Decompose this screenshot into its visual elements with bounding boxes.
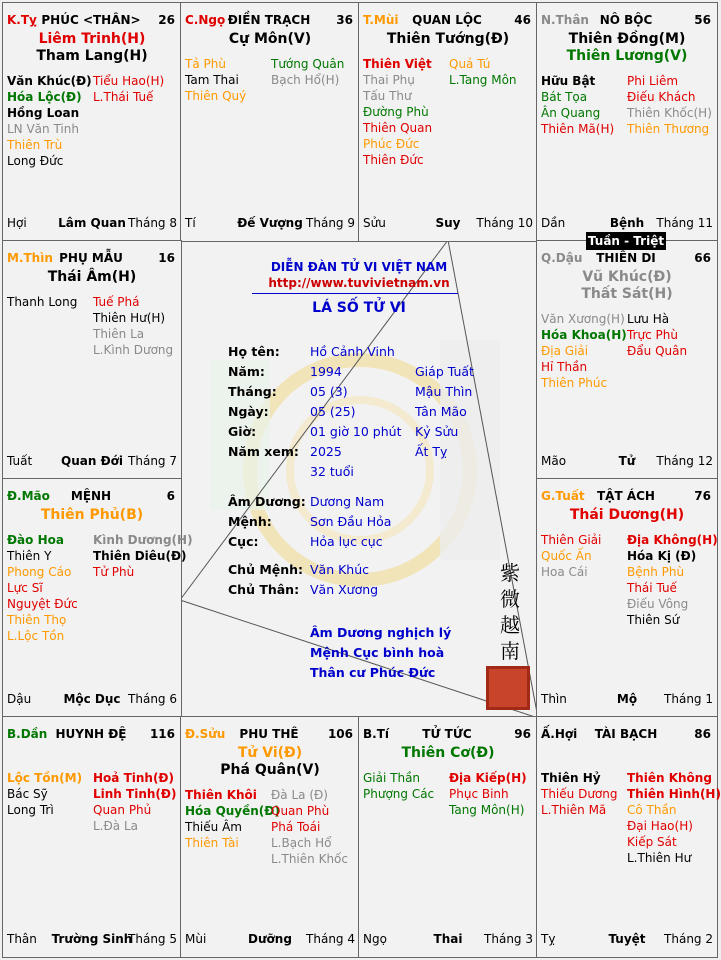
palace-cell-dan[interactable] [2, 716, 182, 958]
info-label: Chủ Mệnh: [228, 562, 304, 577]
month-label: Tháng 12 [656, 454, 713, 468]
stem-branch: B.Tí [363, 727, 390, 741]
branch-label: Tỵ [541, 932, 556, 946]
info-label: Năm: [228, 364, 265, 379]
palace-cell-tuat[interactable] [536, 478, 718, 718]
info-value: Dương Nam [310, 494, 385, 509]
main-star: Liêm Trinh(H) [38, 31, 146, 47]
minor-star: Tiểu Hao(H) [93, 74, 165, 88]
palace-name: PHÚC <THÂN> [41, 13, 141, 27]
branch-label: Dần [541, 216, 566, 230]
age-number: 6 [166, 489, 175, 503]
note: Mệnh Cục bình hoà [310, 645, 445, 660]
palace-name: MỆNH [70, 489, 112, 503]
life-stage: Bệnh [609, 216, 645, 230]
seal-text: 紫 微 越 南 [500, 561, 520, 663]
minor-star: Thái Tuế [627, 581, 677, 595]
main-star: Thiên Đồng(M) [568, 31, 686, 47]
minor-star: Tướng Quân [271, 57, 345, 71]
age-number: 56 [694, 13, 711, 27]
month-label: Tháng 4 [306, 932, 355, 946]
palace-name: PHU THÊ [239, 727, 299, 741]
palace-cell-mui[interactable] [358, 2, 538, 242]
palace-cell-suu[interactable] [180, 716, 360, 958]
info-label: Giờ: [228, 424, 257, 439]
stem-branch: G.Tuất [541, 489, 585, 503]
life-stage: Lâm Quan [58, 216, 126, 230]
main-star: Thất Sát(H) [581, 286, 673, 302]
minor-star: Tam Thai [185, 73, 239, 87]
minor-star: Quan Phủ [93, 803, 152, 817]
stem-branch: Đ.Mão [7, 489, 50, 503]
minor-star: L.Thiên Hư [627, 851, 692, 865]
stem-branch: K.Tỵ [7, 13, 37, 27]
minor-star: Bệnh Phù [627, 565, 685, 579]
month-label: Tháng 7 [128, 454, 177, 468]
palace-name: TÀI BẠCH [594, 727, 658, 741]
minor-star: Nguyệt Đức [7, 597, 78, 611]
minor-star: L.Kình Dương [93, 343, 174, 357]
minor-star: Long Đức [7, 154, 64, 168]
minor-star: Đại Hao(H) [627, 819, 693, 833]
minor-star: Thiên Quý [185, 89, 247, 103]
month-label: Tháng 11 [656, 216, 713, 230]
minor-star: Hóa Quyền(Đ) [185, 804, 280, 818]
branch-label: Hợi [7, 216, 27, 230]
minor-star: Lưu Hà [627, 312, 670, 326]
info-extra: Ất Tỵ [415, 444, 448, 459]
minor-star: Linh Tinh(Đ) [93, 787, 177, 801]
branch-label: Mùi [185, 932, 207, 946]
palace-cell-ty[interactable] [2, 2, 182, 242]
age-number: 86 [694, 727, 711, 741]
info-label: Mệnh: [228, 514, 272, 529]
minor-star: Thiếu Âm [185, 820, 242, 834]
minor-star: Lực Sĩ [7, 581, 43, 595]
info-value: Văn Xương [310, 582, 379, 597]
info-label: Tháng: [228, 384, 277, 399]
branch-label: Thân [7, 932, 37, 946]
minor-star: Thiên Thương [627, 122, 710, 136]
age-number: 36 [336, 13, 353, 27]
minor-star: Bạch Hổ(H) [271, 73, 340, 87]
month-label: Tháng 1 [664, 692, 713, 706]
stem-branch: B.Dần [7, 727, 48, 741]
info-value: 01 giờ 10 phút [310, 424, 402, 439]
minor-star: Thiên Trù [7, 138, 63, 152]
palace-name: THIÊN DI [596, 251, 656, 265]
life-stage: Suy [435, 216, 461, 230]
life-stage: Đế Vượng [237, 216, 303, 230]
month-label: Tháng 2 [664, 932, 713, 946]
info-label: Họ tên: [228, 344, 280, 359]
month-label: Tháng 10 [476, 216, 533, 230]
minor-star: Hóa Khoa(H) [541, 328, 627, 342]
age-number: 76 [694, 489, 711, 503]
minor-star: Phục Binh [449, 787, 509, 801]
palace-cell-thin[interactable] [2, 240, 182, 480]
age-number: 66 [694, 251, 711, 265]
minor-star: Đẩu Quân [627, 344, 688, 358]
minor-star: Thiên Khôi [185, 788, 257, 802]
life-stage: Quan Đới [61, 454, 123, 468]
minor-star: Địa Không(H) [627, 533, 718, 547]
main-star: Thái Âm(H) [47, 269, 137, 285]
stem-branch: N.Thân [541, 13, 589, 27]
info-extra: Kỷ Sửu [415, 424, 459, 439]
palace-cell-hoi[interactable] [536, 716, 721, 958]
stem-branch: M.Thìn [7, 251, 53, 265]
minor-star: Thiên Diêu(Đ) [93, 549, 187, 563]
minor-star: Thiên Khốc(H) [627, 106, 712, 120]
stem-branch: C.Ngọ [185, 13, 226, 27]
info-label: Cục: [228, 534, 259, 549]
life-stage: Mộ [616, 692, 638, 706]
chart-title: LÁ SỐ TỬ VI [312, 300, 406, 316]
info-label: Năm xem: [228, 444, 299, 459]
main-star: Thiên Lương(V) [566, 48, 688, 64]
info-extra: Mậu Thìn [415, 384, 473, 399]
minor-star: Thiên Sứ [627, 613, 680, 627]
palace-name: PHỤ MẪU [59, 251, 123, 265]
minor-star: Giải Thần [363, 771, 421, 785]
main-star: Thiên Tướng(Đ) [386, 31, 510, 47]
branch-label: Tí [185, 216, 196, 230]
minor-star: Quả Tú [449, 57, 491, 71]
main-star: Thiên Phủ(B) [40, 507, 144, 523]
minor-star: Hoả Tinh(Đ) [93, 771, 174, 785]
minor-star: Thiên Không [627, 771, 712, 785]
minor-star: Tuế Phá [93, 295, 140, 309]
life-stage: Tuyệt [608, 932, 646, 946]
minor-star: Đà La (Đ) [271, 788, 328, 802]
life-stage: Tử [618, 454, 636, 468]
minor-star: Long Trì [7, 803, 54, 817]
minor-star: Thiên Tài [185, 836, 239, 850]
info-value: 32 tuổi [310, 464, 354, 479]
stem-branch: Q.Dậu [541, 251, 583, 265]
minor-star: Phá Toái [271, 820, 321, 834]
palace-cell-ngo[interactable] [180, 2, 360, 242]
main-star: Tử Vi(Đ) [237, 745, 303, 761]
minor-star: Thiên Hỷ [541, 771, 601, 785]
minor-star: Thiên Việt [363, 57, 432, 71]
palace-cell-dau[interactable] [536, 240, 718, 480]
info-label: Ngày: [228, 404, 269, 419]
info-value: Hồ Cảnh Vinh [310, 344, 395, 359]
stem-branch: Ấ.Hợi [541, 727, 578, 741]
month-label: Tháng 9 [306, 216, 355, 230]
info-value: Hỏa lục cục [310, 534, 383, 549]
palace-cell-than[interactable] [536, 2, 718, 242]
minor-star: Địa Giải [541, 344, 589, 358]
minor-star: Phong Cáo [7, 565, 72, 579]
month-label: Tháng 6 [128, 692, 177, 706]
minor-star: Đào Hoa [7, 533, 64, 547]
main-star: Phá Quân(V) [220, 762, 320, 778]
info-value: 05 (25) [310, 404, 356, 419]
tuan-triet-badge: Tuần - Triệt [587, 234, 665, 248]
life-stage: Thai [433, 932, 463, 946]
branch-label: Sửu [363, 216, 386, 230]
minor-star: L.Bạch Hổ [271, 836, 332, 850]
minor-star: Văn Xương(H) [541, 312, 625, 326]
minor-star: Thanh Long [7, 295, 78, 309]
main-star: Thiên Cơ(Đ) [401, 745, 495, 761]
minor-star: Quan Phù [271, 804, 330, 818]
divider [252, 293, 458, 294]
minor-star: Tử Phù [93, 565, 135, 579]
life-stage: Dưỡng [248, 932, 292, 946]
minor-star: Quốc Ấn [541, 549, 592, 563]
life-stage: Trường Sinh [51, 932, 133, 946]
minor-star: Tấu Thư [363, 89, 412, 103]
minor-star: Thiên La [93, 327, 145, 341]
minor-star: Hoa Cái [541, 565, 588, 579]
info-value: 2025 [310, 444, 342, 459]
minor-star: Thiếu Dương [541, 787, 618, 801]
minor-star: Đường Phù [363, 105, 429, 119]
info-extra: Tân Mão [415, 404, 467, 419]
age-number: 26 [158, 13, 175, 27]
minor-star: Trực Phù [627, 328, 678, 342]
minor-star: Thiên Giải [541, 533, 602, 547]
stem-branch: Đ.Sửu [185, 727, 226, 741]
palace-name: TẬT ÁCH [597, 489, 655, 503]
minor-star: Thiên Quan [363, 121, 433, 135]
palace-name: TỬ TỨC [422, 727, 472, 741]
minor-star: LN Văn Tinh [7, 122, 79, 136]
month-label: Tháng 5 [128, 932, 177, 946]
branch-label: Tuất [7, 454, 33, 468]
minor-star: Bát Tọa [541, 90, 588, 104]
main-star: Tham Lang(H) [36, 48, 148, 64]
palace-name: NÔ BỘC [599, 13, 653, 27]
note: Thân cư Phúc Đức [310, 665, 436, 680]
age-number: 16 [158, 251, 175, 265]
seal-stamp [486, 666, 530, 710]
minor-star: Bác Sỹ [7, 787, 48, 801]
info-label: Âm Dương: [228, 494, 306, 509]
minor-star: Điếu Khách [627, 90, 696, 104]
info-extra: Giáp Tuất [415, 364, 474, 379]
info-label: Chủ Thân: [228, 582, 300, 597]
palace-name: QUAN LỘC [412, 13, 482, 27]
minor-star: Kình Dương(H) [93, 533, 193, 547]
branch-label: Thìn [541, 692, 567, 706]
info-value: 05 (3) [310, 384, 348, 399]
minor-star: Tang Môn(H) [449, 803, 525, 817]
palace-cell-ti[interactable] [358, 716, 538, 958]
minor-star: Kiếp Sát [627, 835, 677, 849]
main-star: Vũ Khúc(Đ) [582, 269, 672, 285]
main-star: Cự Môn(V) [228, 31, 312, 47]
minor-star: Hồng Loan [7, 106, 80, 120]
minor-star: Thiên Mã(H) [541, 122, 615, 136]
minor-star: L.Thiên Mã [541, 803, 607, 817]
age-number: 96 [514, 727, 531, 741]
age-number: 106 [327, 727, 353, 741]
minor-star: Lộc Tồn(M) [7, 771, 83, 785]
minor-star: L.Thái Tuế [93, 90, 154, 104]
minor-star: Hóa Kị (Đ) [627, 549, 697, 563]
minor-star: Cô Thần [627, 803, 677, 817]
minor-star: Thiên Phúc [541, 376, 608, 390]
minor-star: L.Lộc Tồn [7, 629, 65, 643]
minor-star: Phượng Các [363, 787, 435, 801]
minor-star: Hữu Bật [541, 74, 596, 88]
minor-star: Hỉ Thần [541, 360, 588, 374]
life-stage: Mộc Dục [63, 692, 121, 706]
palace-cell-mao[interactable] [2, 478, 193, 718]
minor-star: Thiên Đức [363, 153, 424, 167]
minor-star: Ân Quang [541, 106, 601, 120]
palace-name: HUYNH ĐỆ [55, 727, 127, 741]
minor-star: L.Đà La [93, 819, 139, 833]
info-value: 1994 [310, 364, 342, 379]
forum-title: DIỄN ĐÀN TỬ VI VIỆT NAM [270, 260, 448, 274]
stem-branch: T.Mùi [363, 13, 399, 27]
main-star: Thái Dương(H) [569, 507, 685, 523]
age-number: 46 [514, 13, 531, 27]
minor-star: Thiên Hư(H) [93, 311, 166, 325]
minor-star: Phúc Đức [363, 137, 420, 151]
minor-star: Điếu Vông [627, 597, 689, 611]
minor-star: L.Tang Môn [449, 73, 517, 87]
minor-star: Hóa Lộc(Đ) [7, 90, 82, 104]
minor-star: Thiên Thọ [7, 613, 67, 627]
minor-star: Thiên Y [7, 549, 52, 563]
minor-star: Thiên Hình(H) [627, 787, 721, 801]
center-info [180, 240, 538, 718]
month-label: Tháng 8 [128, 216, 177, 230]
info-value: Sơn Đầu Hỏa [310, 514, 392, 529]
branch-label: Ngọ [363, 932, 387, 946]
month-label: Tháng 3 [484, 932, 533, 946]
minor-star: Văn Khúc(Đ) [7, 74, 92, 88]
minor-star: Phi Liêm [627, 74, 679, 88]
branch-label: Dậu [7, 692, 32, 706]
note: Âm Dương nghịch lý [310, 625, 452, 640]
minor-star: Địa Kiếp(H) [449, 771, 527, 785]
info-value: Văn Khúc [310, 562, 370, 577]
palace-name: ĐIỀN TRẠCH [227, 13, 311, 27]
forum-url[interactable]: http://www.tuvivietnam.vn [268, 276, 450, 290]
age-number: 116 [149, 727, 175, 741]
minor-star: Thai Phụ [363, 73, 415, 87]
minor-star: Tả Phù [185, 57, 226, 71]
branch-label: Mão [541, 454, 567, 468]
minor-star: L.Thiên Khốc [271, 852, 348, 866]
